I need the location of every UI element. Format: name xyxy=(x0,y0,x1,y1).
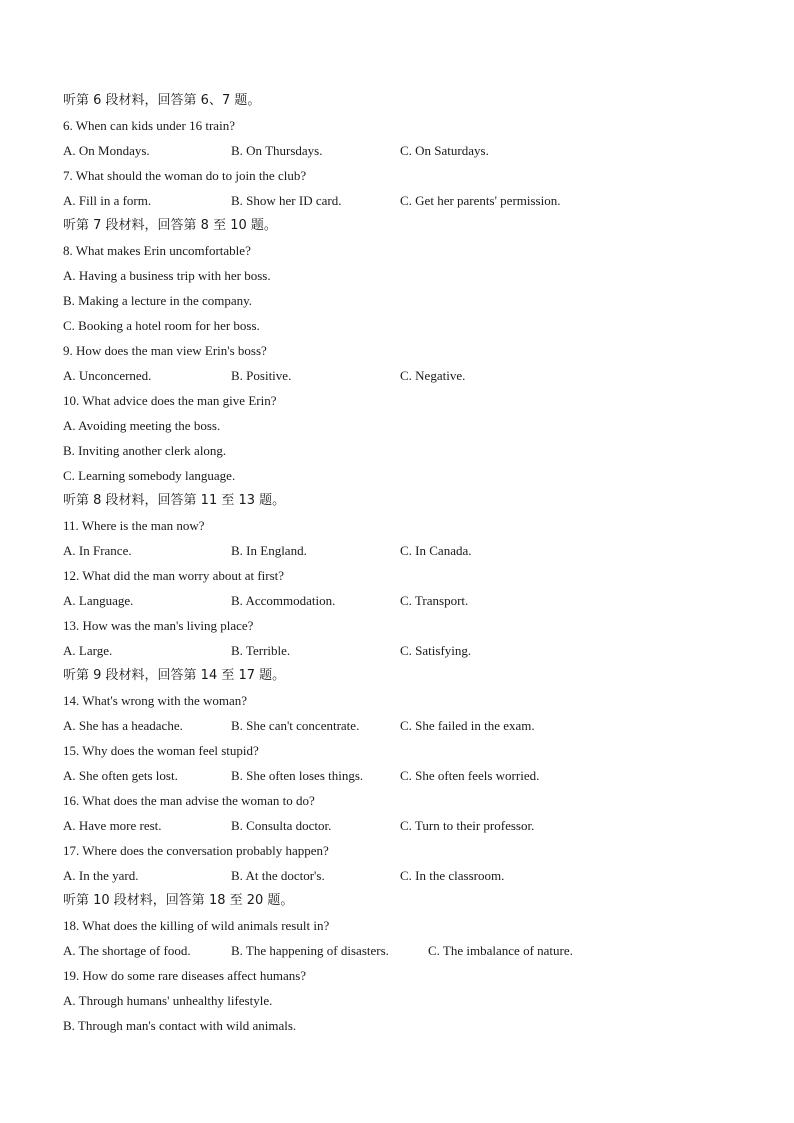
answer-option: A. In France. xyxy=(63,543,132,558)
answer-option: C. Transport. xyxy=(400,593,469,608)
answer-option: C. In the classroom. xyxy=(400,868,505,883)
answer-option: B. Accommodation. xyxy=(231,593,336,608)
answer-option: A. She has a headache. xyxy=(63,718,183,733)
answer-options-row xyxy=(63,813,763,838)
question-text: 13. How was the man's living place? xyxy=(63,618,254,633)
answer-options-row xyxy=(63,538,763,563)
question-text: 7. What should the woman do to join the club? xyxy=(63,168,307,183)
question-text: 9. How does the man view Erin's boss? xyxy=(63,343,267,358)
answer-option: B. Inviting another clerk along. xyxy=(63,443,227,458)
question-text: 8. What makes Erin uncomfortable? xyxy=(63,243,251,258)
answer-options-row xyxy=(63,638,763,663)
question-text: 19. How do some rare diseases affect humans? xyxy=(63,968,307,983)
question-text: 17. Where does the conversation probably happen? xyxy=(63,843,329,858)
answer-option: C. She often feels worried. xyxy=(400,768,540,783)
question-text: 18. What does the killing of wild animals result in? xyxy=(63,918,330,933)
answer-options-row xyxy=(63,713,763,738)
answer-option: C. The imbalance of nature. xyxy=(428,943,573,958)
answer-option: C. Negative. xyxy=(400,368,466,383)
answer-option: A. She often gets lost. xyxy=(63,768,178,783)
section-header: 听第 8 段材料，回答第 11 至 13 题。 xyxy=(63,493,286,508)
answer-option: C. Booking a hotel room for her boss. xyxy=(63,318,260,333)
answer-option: C. Satisfying. xyxy=(400,643,472,658)
question-text: 11. Where is the man now? xyxy=(63,518,205,533)
answer-option: A. On Mondays. xyxy=(63,143,150,158)
answer-option: B. Making a lecture in the company. xyxy=(63,293,253,308)
answer-option: B. Show her ID card. xyxy=(231,193,342,208)
answer-options-row xyxy=(63,863,763,888)
answer-option: A. Large. xyxy=(63,643,113,658)
answer-options-row xyxy=(63,188,763,213)
answer-option: A. Having a business trip with her boss. xyxy=(63,268,271,283)
section-header: 听第 9 段材料，回答第 14 至 17 题。 xyxy=(63,668,286,683)
answer-option: C. On Saturdays. xyxy=(400,143,489,158)
exam-page xyxy=(63,88,763,1038)
answer-options-row xyxy=(63,763,763,788)
answer-option: B. She often loses things. xyxy=(231,768,364,783)
answer-options-row xyxy=(63,588,763,613)
answer-option: C. Turn to their professor. xyxy=(400,818,535,833)
question-text: 10. What advice does the man give Erin? xyxy=(63,393,277,408)
question-text: 16. What does the man advise the woman to do? xyxy=(63,793,315,808)
answer-option: A. Avoiding meeting the boss. xyxy=(63,418,221,433)
question-text: 14. What's wrong with the woman? xyxy=(63,693,248,708)
answer-option: B. Terrible. xyxy=(231,643,291,658)
answer-option: A. In the yard. xyxy=(63,868,139,883)
question-text: 12. What did the man worry about at first? xyxy=(63,568,285,583)
answer-option: A. Fill in a form. xyxy=(63,193,152,208)
answer-option: B. Positive. xyxy=(231,368,292,383)
answer-option: B. Through man's contact with wild animals. xyxy=(63,1018,297,1033)
answer-option: C. Learning somebody language. xyxy=(63,468,236,483)
answer-option: A. The shortage of food. xyxy=(63,943,191,958)
section-header: 听第 7 段材料，回答第 8 至 10 题。 xyxy=(63,218,277,233)
answer-option: B. She can't concentrate. xyxy=(231,718,360,733)
answer-option: A. Unconcerned. xyxy=(63,368,152,383)
answer-option: C. In Canada. xyxy=(400,543,472,558)
section-header: 听第 6 段材料，回答第 6、7 题。 xyxy=(63,93,261,108)
question-text: 15. Why does the woman feel stupid? xyxy=(63,743,259,758)
section-header: 听第 10 段材料，回答第 18 至 20 题。 xyxy=(63,893,294,908)
answer-option: B. The happening of disasters. xyxy=(231,943,389,958)
answer-option: B. At the doctor's. xyxy=(231,868,325,883)
answer-option: C. She failed in the exam. xyxy=(400,718,535,733)
answer-option: A. Through humans' unhealthy lifestyle. xyxy=(63,993,273,1008)
answer-option: B. Consulta doctor. xyxy=(231,818,332,833)
answer-option: B. On Thursdays. xyxy=(231,143,323,158)
answer-option: B. In England. xyxy=(231,543,307,558)
answer-option: A. Have more rest. xyxy=(63,818,162,833)
answer-options-row xyxy=(63,363,763,388)
answer-options-row xyxy=(63,138,763,163)
question-text: 6. When can kids under 16 train? xyxy=(63,118,235,133)
answer-options-row xyxy=(63,938,763,963)
answer-option: C. Get her parents' permission. xyxy=(400,193,561,208)
answer-option: A. Language. xyxy=(63,593,134,608)
